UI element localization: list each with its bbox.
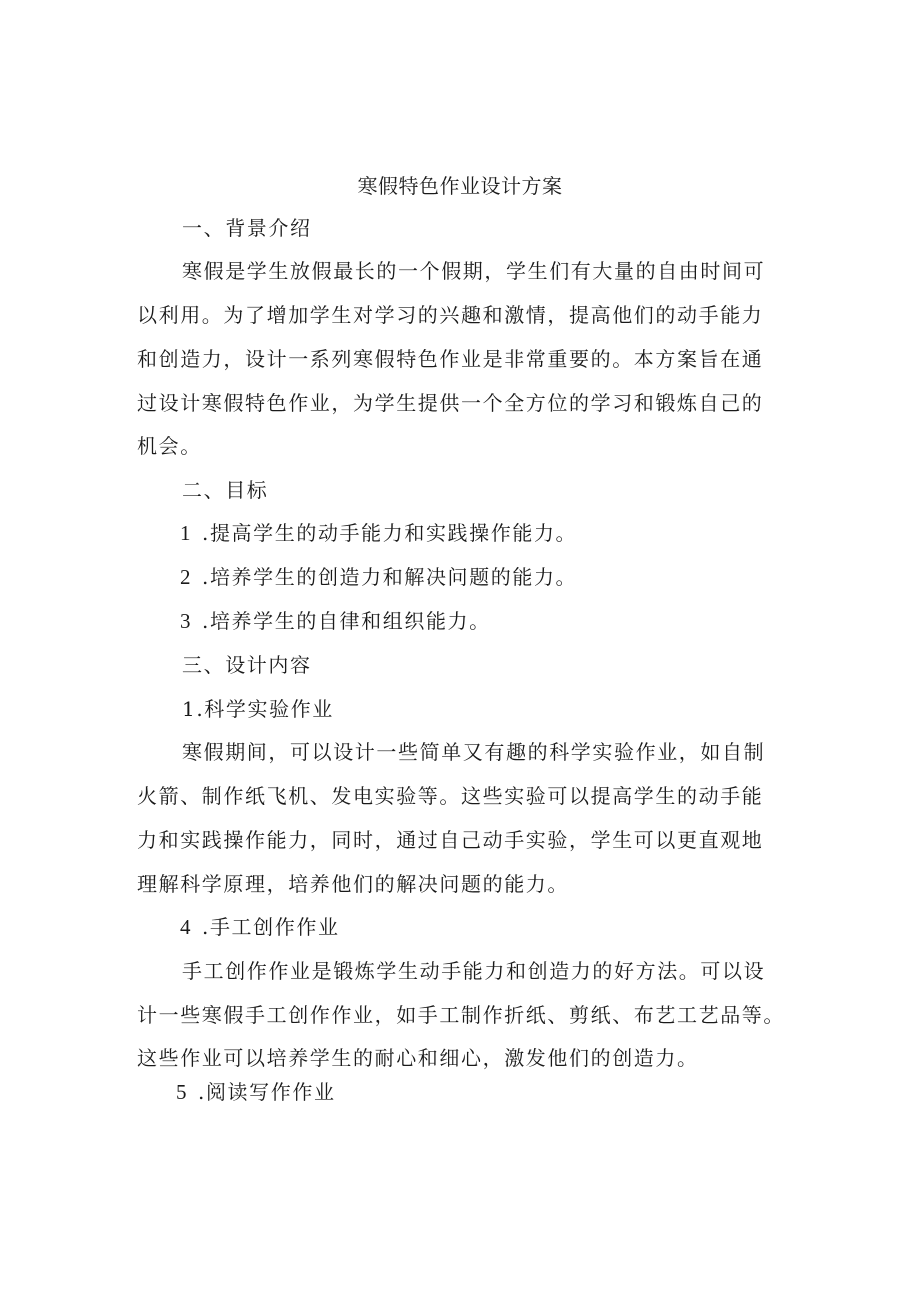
paragraph-line: 和创造力，设计一系列寒假特色作业是非常重要的。本方案旨在通	[137, 347, 764, 371]
paragraph-line: 过设计寒假特色作业，为学生提供一个全方位的学习和锻炼自己的	[137, 391, 764, 415]
paragraph-line: 火箭、制作纸飞机、发电实验等。这些实验可以提高学生的动手能	[137, 784, 764, 808]
paragraph-line: 以利用。为了增加学生对学习的兴趣和激情，提高他们的动手能力	[137, 303, 764, 327]
goal-text: .培养学生的创造力和解决问题的能力。	[202, 565, 578, 589]
goal-number: 3	[180, 609, 193, 633]
document-title: 寒假特色作业设计方案	[357, 174, 563, 198]
section-heading-content: 三、设计内容	[182, 653, 312, 677]
paragraph-line: 寒假期间，可以设计一些简单又有趣的科学实验作业，如自制	[182, 740, 766, 764]
paragraph-line: 机会。	[137, 434, 202, 458]
goal-item	[180, 565, 577, 589]
item-number: 5	[176, 1080, 189, 1104]
paragraph-line: 寒假是学生放假最长的一个假期，学生们有大量的自由时间可	[182, 259, 766, 283]
item-heading-handcraft	[180, 915, 340, 939]
goal-item	[180, 609, 491, 633]
item-heading-science: 1.科学实验作业	[182, 697, 334, 721]
paragraph-line: 手工创作作业是锻炼学生动手能力和创造力的好方法。可以设	[182, 959, 766, 983]
goal-number: 1	[180, 521, 193, 545]
item-number: 4	[180, 915, 193, 939]
goal-number: 2	[180, 565, 193, 589]
goal-text: .提高学生的动手能力和实践操作能力。	[202, 521, 578, 545]
section-heading-goals: 二、目标	[182, 478, 269, 502]
goal-item	[180, 521, 577, 545]
paragraph-line: 这些作业可以培养学生的耐心和细心，激发他们的创造力。	[137, 1046, 699, 1070]
section-heading-background: 一、背景介绍	[182, 216, 312, 240]
item-title: .手工创作作业	[202, 915, 340, 939]
item-heading-reading	[176, 1080, 336, 1104]
goal-text: .培养学生的自律和组织能力。	[202, 609, 491, 633]
paragraph-line: 力和实践操作能力，同时，通过自己动手实验，学生可以更直观地	[137, 828, 764, 852]
paragraph-line: 理解科学原理，培养他们的解决问题的能力。	[137, 872, 569, 896]
item-title: .阅读写作作业	[198, 1080, 336, 1104]
paragraph-line: 计一些寒假手工创作作业，如手工制作折纸、剪纸、布艺工艺品等。	[137, 1003, 785, 1027]
